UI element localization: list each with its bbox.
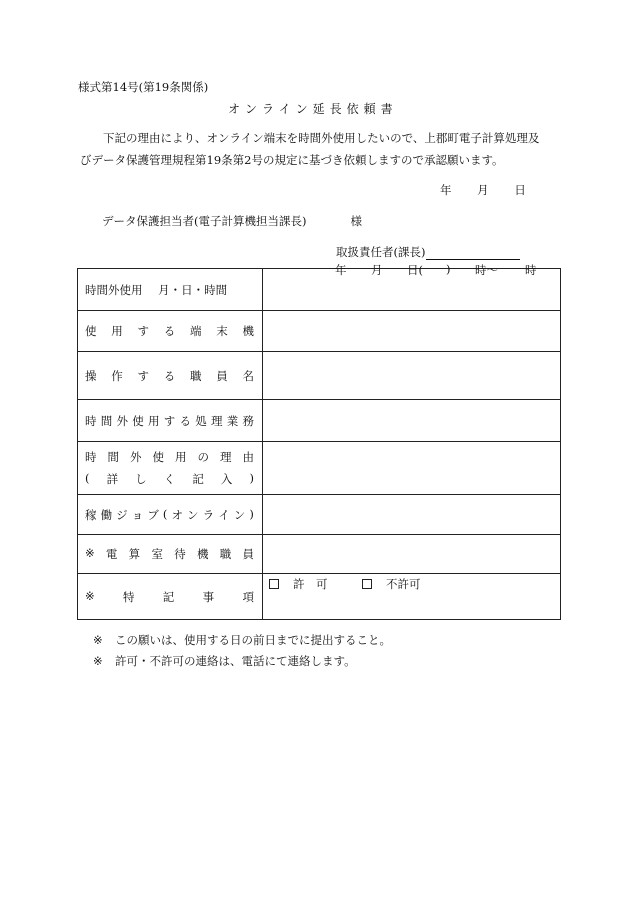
label-char: ラ [202, 507, 215, 522]
table-row [78, 574, 561, 620]
label-char: る [163, 368, 176, 383]
addressee-honorific: 様 [350, 214, 362, 228]
remarks-field [263, 574, 561, 620]
label-char: 名 [242, 368, 254, 383]
note-mark: ※ [93, 654, 103, 668]
label-char: 外 [130, 450, 142, 464]
dt-from: 時〜 [475, 263, 498, 277]
label-char: 時 [85, 450, 97, 464]
overtime-date-field[interactable] [263, 262, 561, 311]
label-char: 時 [85, 413, 97, 428]
label-char: 室 [151, 547, 163, 561]
signature-underline[interactable] [426, 247, 520, 260]
label-char: 間 [100, 413, 113, 428]
label-char: 職 [219, 547, 232, 561]
label-char: 作 [111, 368, 123, 383]
table-row [78, 535, 561, 574]
task-field[interactable] [263, 400, 561, 442]
date-day: 日 [514, 183, 526, 197]
label-char: る [179, 413, 191, 428]
label-char: 事 [202, 589, 215, 604]
label-char: 入 [220, 472, 233, 486]
table-row [78, 400, 561, 442]
operator-label [78, 352, 263, 400]
label-char: 員 [216, 368, 228, 383]
label-char: 特 [122, 589, 135, 604]
terminal-field[interactable] [263, 311, 561, 352]
note-mark: ※ [93, 633, 103, 647]
label-char: ※ [85, 546, 95, 560]
label-char: イ [218, 507, 230, 522]
label-char: 機 [196, 547, 209, 561]
reason-label-text [85, 449, 262, 487]
label-char: ョ [131, 507, 144, 522]
label-char: 末 [216, 324, 228, 338]
label-char: ( [85, 471, 90, 485]
overtime-label-b: 月・日・時間 [158, 282, 228, 297]
job-label [78, 495, 263, 535]
label-char: 使 [132, 413, 144, 428]
label-char: 端 [190, 324, 202, 338]
label-char: 理 [220, 450, 232, 464]
table-row [78, 269, 561, 311]
label-char: ( [162, 506, 168, 521]
label-char: 処 [195, 413, 207, 428]
table-row [78, 311, 561, 352]
label-char: ) [249, 506, 254, 521]
label-char: ン [233, 507, 246, 522]
table-row [78, 495, 561, 535]
label-char: 操 [85, 368, 97, 383]
terminal-label-text [85, 323, 262, 339]
label-char: ジ [116, 507, 128, 522]
note-text: この願いは、使用する日の前日までに提出すること。 [115, 633, 391, 647]
label-char: 電 [105, 547, 118, 561]
label-char: 記 [192, 472, 204, 486]
addressee-line [102, 213, 362, 229]
table-row [78, 442, 561, 495]
deny-checkbox[interactable] [362, 579, 372, 589]
document-title: オンライン延長依頼書 [228, 102, 398, 116]
label-char: 理 [211, 413, 223, 428]
label-char: く [163, 472, 176, 486]
label-char: 待 [174, 547, 186, 561]
label-char: 機 [242, 324, 254, 338]
remarks-label-text [85, 589, 262, 605]
label-char: 用 [148, 413, 160, 428]
label-char: 詳 [106, 472, 119, 486]
dt-day-open: 日( [407, 263, 423, 277]
date-line [440, 182, 548, 198]
label-char: 稼 [85, 507, 97, 522]
job-field[interactable] [263, 495, 561, 535]
label-char: ※ [85, 588, 95, 603]
label-char: 記 [162, 589, 175, 604]
note-text: 許可・不許可の連絡は、電話にて連絡します。 [115, 654, 356, 668]
reason-label [78, 442, 263, 495]
label-char: 業 [226, 413, 239, 428]
note-1 [93, 632, 391, 648]
addressee-label: データ保護担当者(電子計算機担当課長) [102, 214, 307, 228]
note-2 [93, 653, 356, 669]
overtime-date-label [78, 269, 263, 311]
overtime-label-a: 時間外使用 [85, 282, 143, 297]
label-char: 算 [128, 547, 141, 561]
label-char: 働 [100, 507, 113, 522]
reason-field[interactable] [263, 442, 561, 495]
form-number: 様式第14号(第19条関係) [78, 80, 209, 94]
label-char: オ [171, 507, 183, 522]
intro-paragraph-line-1: 下記の理由により、オンライン端末を時間外使用したいので、上郡町電子計算処理及 [103, 131, 540, 145]
dt-year: 年 [335, 263, 347, 277]
operator-label-text [85, 368, 262, 384]
label-char: 項 [242, 589, 254, 604]
label-char: 外 [116, 413, 128, 428]
label-char: 職 [190, 368, 202, 383]
label-char: 用 [175, 450, 187, 464]
label-char: の [197, 450, 209, 464]
operator-field[interactable] [263, 352, 561, 400]
table-row [78, 352, 561, 400]
standby-staff-label-text [85, 546, 262, 562]
label-char: ) [249, 471, 254, 485]
label-char: 由 [242, 450, 254, 464]
label-char: 間 [107, 450, 119, 464]
allow-label: 許 可 [293, 577, 328, 591]
label-char: す [163, 413, 176, 428]
dt-to: 時 [525, 263, 537, 277]
date-month: 月 [477, 183, 489, 197]
job-label-text [85, 507, 262, 523]
terminal-label [78, 311, 263, 352]
permission-deny[interactable] [362, 576, 421, 592]
responsible-person-line [336, 244, 520, 260]
date-year: 年 [440, 183, 452, 197]
label-char: ン [187, 507, 199, 522]
label-char: し [135, 472, 147, 486]
allow-checkbox[interactable] [269, 579, 279, 589]
task-label [78, 400, 263, 442]
responsible-label: 取扱責任者(課長) [336, 245, 426, 259]
standby-staff-label [78, 535, 263, 574]
label-char: 使 [152, 450, 164, 464]
standby-staff-field[interactable] [263, 535, 561, 574]
label-char: 用 [111, 324, 123, 338]
intro-paragraph-line-2: びデータ保護管理規程第19条第2号の規定に基づき依頼しますので承認願います。 [80, 153, 504, 167]
request-form-table [77, 262, 561, 620]
label-char: す [137, 368, 149, 383]
deny-label: 不許可 [386, 577, 421, 591]
label-char: ブ [147, 507, 159, 522]
dt-month: 月 [371, 263, 383, 277]
label-char: す [137, 324, 149, 338]
label-char: る [163, 324, 176, 338]
label-char: 使 [85, 324, 97, 338]
task-label-text [85, 413, 262, 429]
label-char: 務 [242, 413, 254, 428]
dt-close: ) [446, 262, 451, 276]
label-char: 員 [242, 547, 254, 561]
remarks-label [78, 574, 263, 620]
permission-allow[interactable] [269, 576, 328, 592]
